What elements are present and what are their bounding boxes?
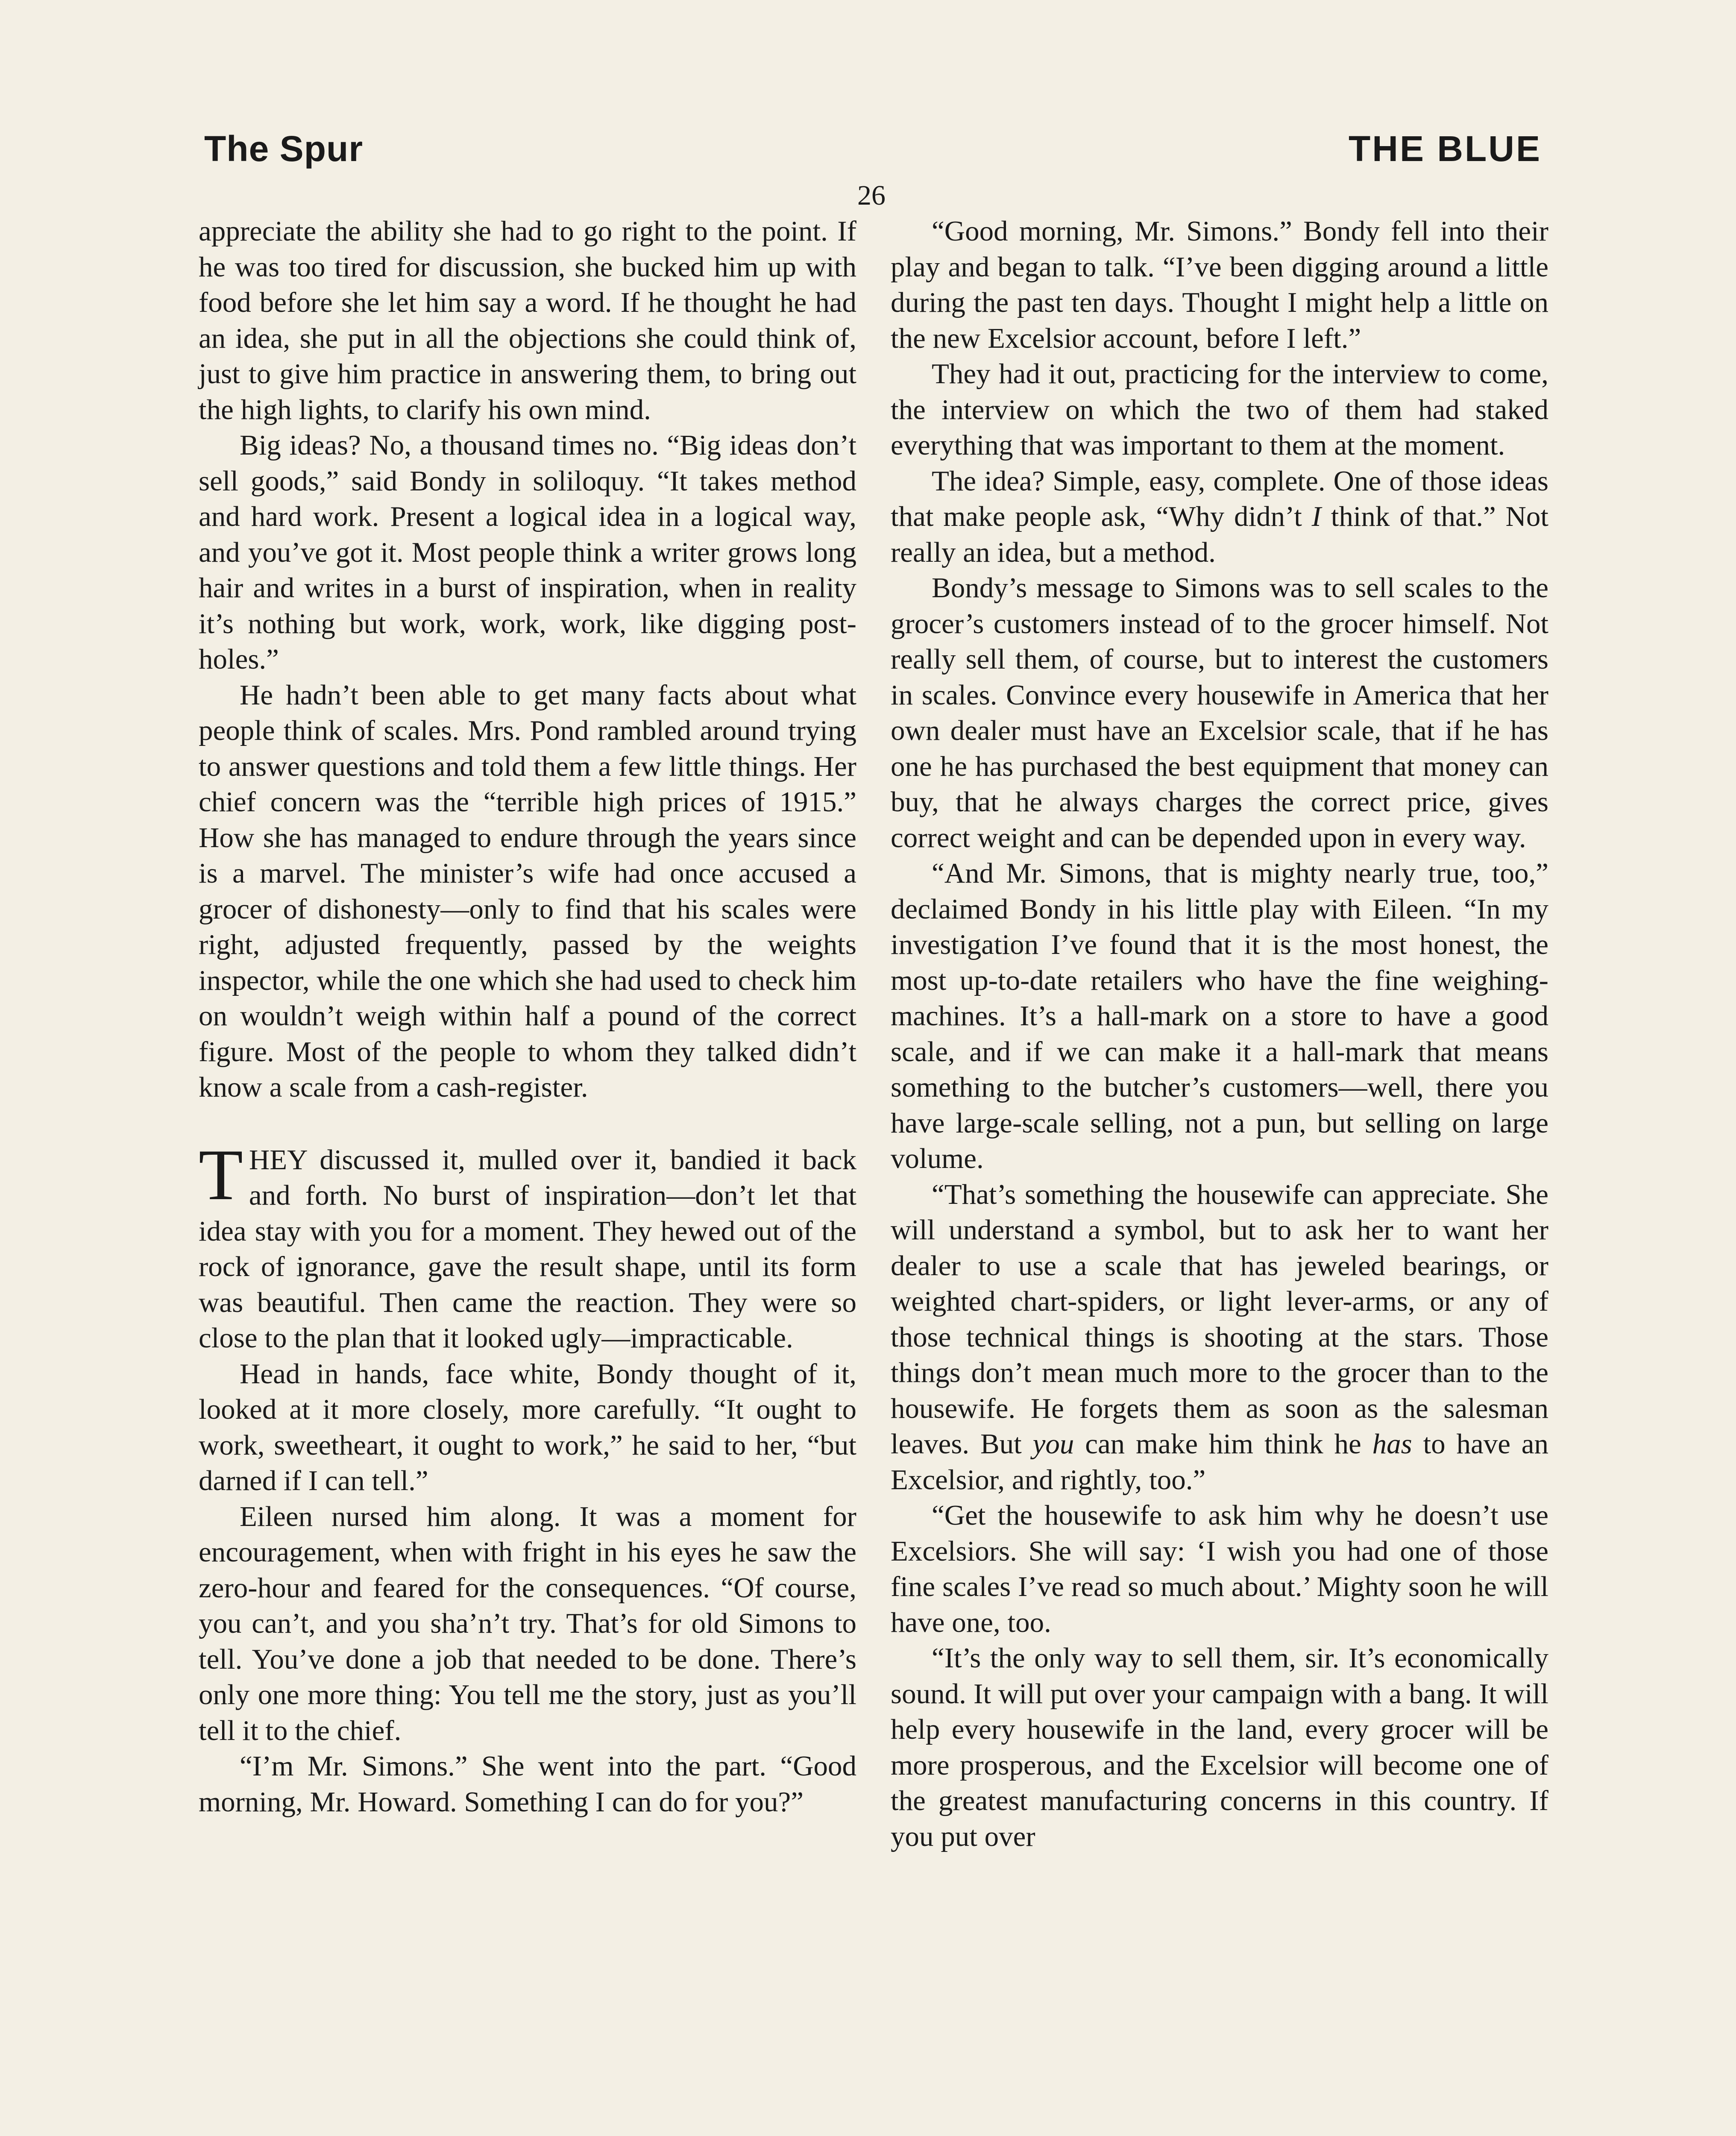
paragraph-text: HEY discussed it, mulled over it, bandied it back and forth. No burst of inspiration—don’t let that idea stay with you for a moment. They hewed out of the rock of ignorance, gave the result shape, until its form was beautiful. Then came the reaction. They were so close to the plan that it looked ugly—impracticable. xyxy=(199,1144,856,1354)
paragraph: “It’s the only way to sell them, sir. It’s economically sound. It will put over your campaign with a bang. It will help every housewife in the land, every grocer will be more prosperous, and the Excelsior will become one of the greatest manufacturing concerns in this country. If you put over xyxy=(891,1642,1548,1852)
drop-cap: T xyxy=(199,1134,243,1215)
paragraph-text: can make him think he xyxy=(1074,1428,1372,1460)
paragraph: Head in hands, face white, Bondy thought of it, looked at it more closely, more carefully. “It ought to work, sweetheart, it ought to work,” he said to her, “but darned if I can tell.” xyxy=(199,1358,856,1496)
paragraph: Eileen nursed him along. It was a moment for encouragement, when with fright in his eyes he saw the zero-hour and feared for the consequences. “Of course, you can’t, and you sha’n’t try. That’s for old Simons to tell. You’ve done a job that needed to be done. There’s only one more thing: You tell me the story, just as you’ll tell it to the chief. xyxy=(199,1500,856,1746)
emphasis: I xyxy=(1311,501,1321,532)
paragraph-text: The idea? Simple, easy, complete. One of those ideas that make people ask, “Why didn’t xyxy=(891,465,1548,532)
emphasis: has xyxy=(1372,1428,1412,1460)
page-number: 26 xyxy=(857,180,886,211)
paragraph: Big ideas? No, a thousand times no. “Big ideas don’t sell goods,” said Bondy in soliloquy. “It takes method and hard work. Present a logical idea in a logical way, and you’ve got it. Most people think a writer grows long hair and writes in a burst of inspiration, when in reality it’s nothing but work, work, work, like digging post-holes.” xyxy=(199,429,856,675)
paragraph-text: think of that.” Not really an idea, but a method. xyxy=(891,501,1549,568)
left-column xyxy=(199,214,856,1820)
paragraph: “I’m Mr. Simons.” She went into the part. “Good morning, Mr. Howard. Something I can do for you?” xyxy=(199,1750,856,1818)
paragraph: “And Mr. Simons, that is mighty nearly true, too,” declaimed Bondy in his little play with Eileen. “In my investigation I’ve found that it is the most honest, the most up-to-date retailers who have the fine weighing-machines. It’s a hall-mark on a store to have a good scale, and if we can make it a hall-mark that means something to the butcher’s customers—well, there you have large-scale selling, not a pun, but selling on large volume. xyxy=(891,857,1548,1174)
paragraph xyxy=(891,1177,1548,1498)
paragraph: They had it out, practicing for the interview to come, the interview on which the two of them had staked everything that was important to them at the moment. xyxy=(891,358,1548,461)
section-opening-paragraph xyxy=(199,1134,856,1356)
emphasis: you xyxy=(1032,1428,1074,1460)
paragraph: He hadn’t been able to get many facts about what people think of scales. Mrs. Pond rambled around trying to answer questions and told them a few little things. Her chief concern was the “terrible high prices of 1915.” How she has managed to endure through the years since is a marvel. The minister’s wife had once accused a grocer of dishonesty—only to find that his scales were right, adjusted frequently, passed by the weights inspector, while the one which she had used to check him on wouldn’t weigh within half a pound of the correct figure. Most of the people to whom they talked didn’t know a scale from a cash-register. xyxy=(199,679,856,1103)
running-head-right: THE BLUE xyxy=(1349,129,1542,169)
paragraph: appreciate the ability she had to go right to the point. If he was too tired for discussion, she bucked him up with food before she let him say a word. If he thought he had an idea, she put in all the objections she could think of, just to give him practice in answering them, to bring out the high lights, to clarify his own mind. xyxy=(199,215,856,425)
paragraph-text: to have an Excelsior, and rightly, too.” xyxy=(891,1428,1548,1496)
paragraph: Bondy’s message to Simons was to sell scales to the grocer’s customers instead of to the grocer himself. Not really sell them, of course, but to interest the customers in scales. Convince every housewife in America that her own dealer must have an Excelsior scale, that if he has one he has purchased the best equipment that money can buy, that he always charges the correct price, gives correct weight and can be depended upon in every way. xyxy=(891,572,1548,854)
paragraph: “Good morning, Mr. Simons.” Bondy fell into their play and began to talk. “I’ve been digging around a little during the past ten days. Thought I might help a little on the new Excelsior account, before I left.” xyxy=(891,215,1548,354)
running-head-left: The Spur xyxy=(204,129,364,169)
paragraph: “Get the housewife to ask him why he doesn’t use Excelsiors. She will say: ‘I wish you had one of those fine scales I’ve read so much about.’ Mighty soon he will have one, too. xyxy=(891,1499,1548,1638)
right-column xyxy=(891,214,1548,1854)
paragraph-text: “That’s something the housewife can appreciate. She will understand a symbol, but to ask her to want her dealer to use a scale that has jeweled bearings, or weighted chart-spiders, or light lever-arms, or any of those technical things is shooting at the stars. Those things don’t mean much more to the grocer than to the housewife. He forgets them as soon as the salesman leaves. But xyxy=(891,1178,1548,1460)
paragraph xyxy=(891,464,1548,571)
